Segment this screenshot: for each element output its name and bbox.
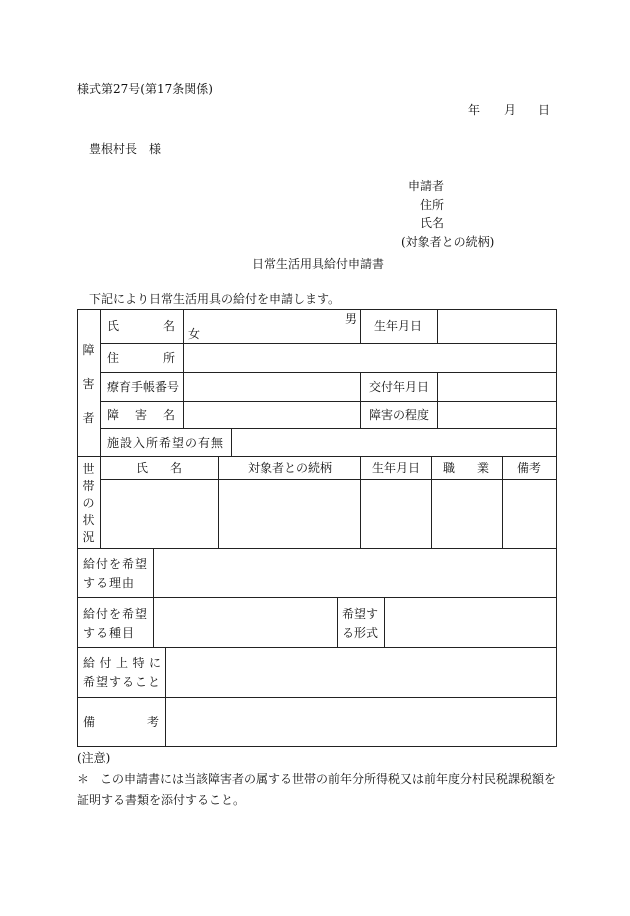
special-request-label: 給 付 上 特 に 希望すること [83,656,162,689]
disability-name-label: 障 害 名 [107,408,175,422]
addressee: 豊根村長 様 [89,142,162,156]
disabled-person-section-label: 障 害 者 [82,343,95,425]
remarks-label: 備 考 [83,715,159,729]
facility-admission-label: 施設入所希望の有無 [107,436,225,450]
type-label: 給付を希望 する種目 [83,607,149,640]
household-col-birth: 生年月日 [372,461,421,475]
notes-line-2: 証明する書類を添付すること。 [77,793,246,807]
household-col-relation: 対象者との続柄 [248,461,333,475]
household-col-name: 氏 名 [136,461,182,475]
ryoiku-techo-label: 療育手帳番号 [107,380,180,394]
address-label: 住 所 [107,351,175,365]
name-label: 氏 名 [107,319,175,333]
sex-male-option: 男 [345,312,358,326]
intro-text: 下記により日常生活用具の給付を申請します。 [89,292,341,306]
notes-heading: (注意) [77,751,111,765]
household-col-notes: 備考 [517,461,542,475]
reason-label: 給付を希望 する理由 [83,557,149,590]
applicant-address-label: 住所 [420,198,445,212]
desired-form-label: 希望す る形式 [342,607,379,640]
disability-degree-label: 障害の程度 [369,408,430,422]
applicant-name-label: 氏名 [420,216,445,230]
sex-female-option: 女 [188,327,201,341]
date-month-label: 月 [504,103,517,117]
notes-star-icon: ＊ [77,772,90,786]
household-section-label: 世 帯 の 状 況 [82,462,95,544]
date-year-label: 年 [468,103,481,117]
form-number: 様式第27号(第17条関係) [77,82,213,96]
birth-date-label: 生年月日 [374,319,423,333]
applicant-label: 申請者 [408,179,445,193]
notes-line-1: この申請書には当該障害者の属する世帯の前年分所得税又は前年度分村民税課税額を [100,772,557,786]
applicant-relation-label: (対象者との続柄) [401,235,495,249]
household-col-job: 職 業 [443,461,489,475]
date-day-label: 日 [538,103,551,117]
issue-date-label: 交付年月日 [369,380,430,394]
document-title: 日常生活用具給付申請書 [252,257,385,271]
